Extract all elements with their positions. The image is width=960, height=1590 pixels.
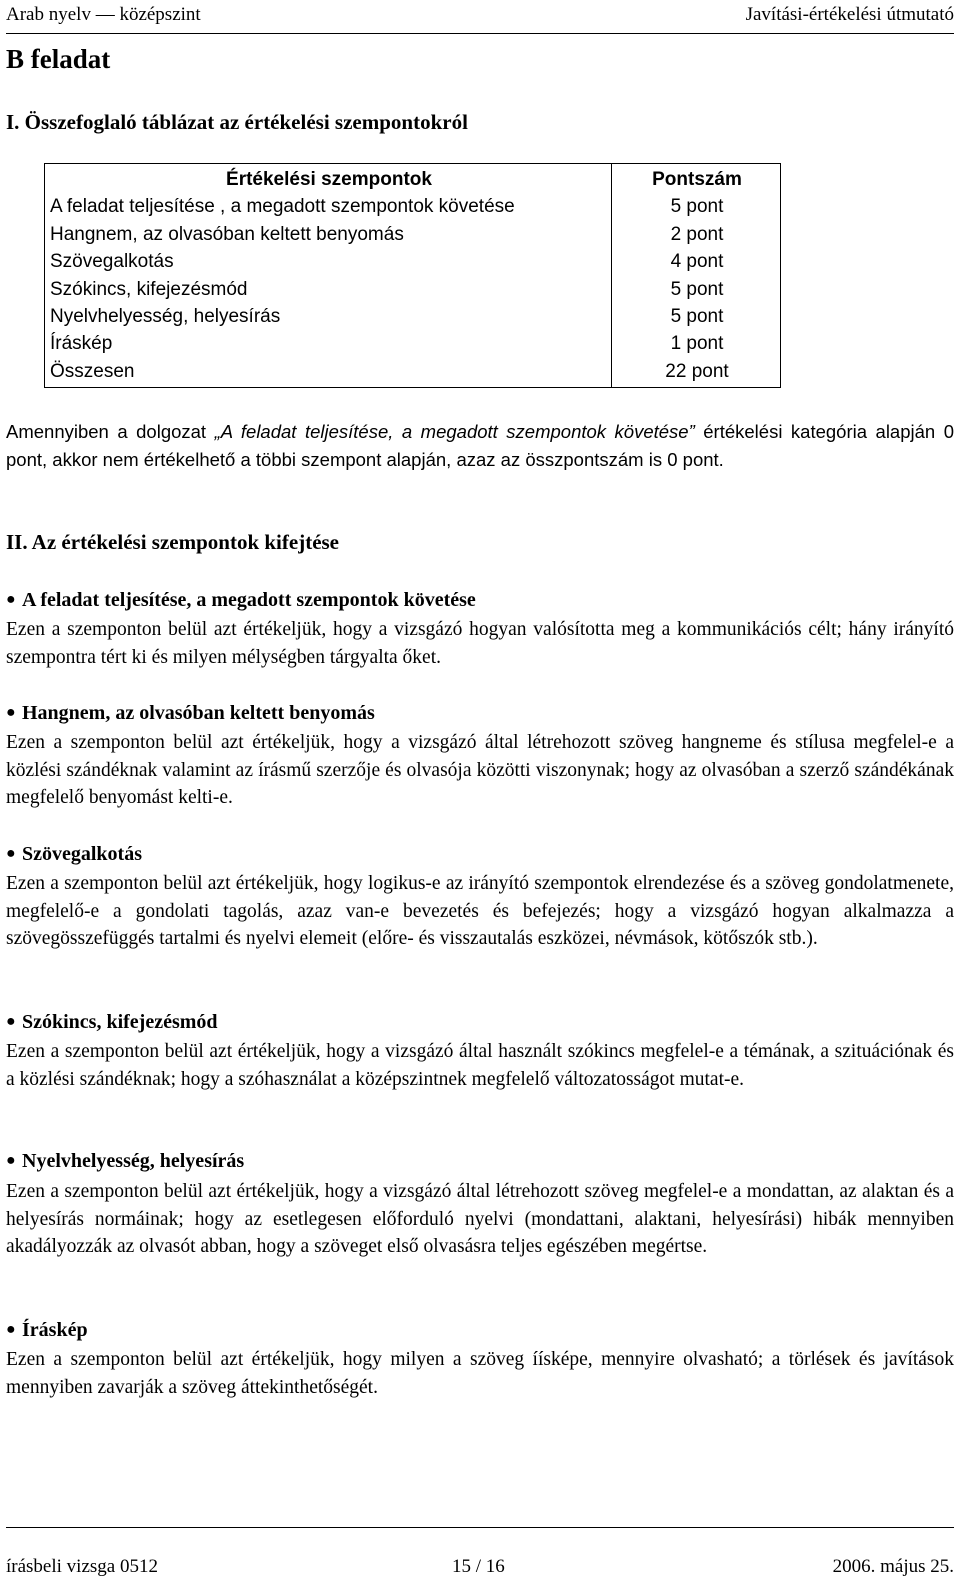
table-row-criterion: A feladat teljesítése , a megadott szempontok követése — [50, 196, 515, 218]
note-text-after: értékelési kategória alapján 0 pont, akkor nem értékelhető a többi szempont alapján, azaz az összpontszám is 0 pont. — [6, 421, 954, 470]
table-row-points: 22 pont — [665, 360, 729, 382]
criterion-description: Ezen a szemponton belül azt értékeljük, hogy a vizsgázó által létrehozott szöveg megfelel-e a mondattan, az alaktan és a helyesírás normáinak; hogy az esetlegesen előforduló nyelvi (mondattani, alaktani, helyesírási) hibák mennyiben akadályozzák az olvasót abban, hogy a szöveget első olvasásra teljes egészében megértse. — [6, 1181, 954, 1257]
criterion-heading: ● A feladat teljesítése, a megadott szempontok követése — [6, 589, 476, 611]
footer-exam-code: írásbeli vizsga 0512 — [6, 1556, 158, 1577]
criterion-description: Ezen a szemponton belül azt értékeljük, hogy a vizsgázó által létrehozott szöveg hangneme és stílusa megfelel-e a közlési szándéknak valamint az írásmű szerzője és olvasója közötti viszonynak; hogy az olvasóban a szerző szándékának megfelelő benyomást kelti-e. — [6, 732, 954, 808]
page-header — [6, 0, 954, 34]
footer-date: 2006. május 25. — [832, 1556, 954, 1577]
criterion-description: Ezen a szemponton belül azt értékeljük, hogy a vizsgázó hogyan valósította meg a kommunikációs célt; hány irányító szempontra tért ki és milyen mélységben tárgyalta őket. — [6, 619, 954, 668]
criterion-description: Ezen a szemponton belül azt értékeljük, hogy a vizsgázó által használt szókincs megfelel-e a témának, a szituációnak és a közlési szándéknak; hogy a szóhasználat a középszintnek megfelelő változatosságot mutat-e. — [6, 1041, 954, 1090]
criterion-description: Ezen a szemponton belül azt értékeljük, hogy milyen a szöveg íísképe, mennyire olvasható; a törlések és javítások mennyiben zavarják a szöveg áttekinthetőségét. — [6, 1349, 954, 1398]
table-row-points: 5 pont — [670, 306, 724, 328]
criterion-heading: ● Nyelvhelyesség, helyesírás — [6, 1150, 245, 1172]
section-1-title: I. Összefoglaló táblázat az értékelési szempontokról — [6, 110, 468, 134]
bullet-icon: ● — [6, 591, 16, 608]
bullet-icon: ● — [6, 1321, 16, 1338]
summary-table — [44, 163, 781, 388]
criteria-header: Értékelési szempontok — [226, 169, 432, 190]
criteria-column — [45, 164, 612, 388]
task-title: B feladat — [6, 44, 111, 74]
section-2-title: II. Az értékelési szempontok kifejtése — [6, 530, 340, 554]
bullet-icon: ● — [6, 845, 16, 862]
criterion-heading: ● Szókincs, kifejezésmód — [6, 1011, 218, 1033]
criterion-description: Ezen a szemponton belül azt értékeljük, hogy logikus-e az irányító szempontok elrendezése és a szöveg gondolatmenete, megfelelő-e a gondolati tagolás, azaz van-e bevezetés és befejezés; hogy a vizsgázó hogyan alkalmazza a szövegösszefüggés tartalmi és nyelvi elemeit (előre- és visszautalás eszközei, névmások, kötőszók stb.). — [6, 873, 954, 949]
table-row-points: 2 pont — [670, 223, 724, 245]
table-row-criterion: Szókincs, kifejezésmód — [50, 278, 248, 300]
table-row-criterion: Összesen — [50, 360, 135, 382]
table-row-criterion: Íráskép — [50, 333, 113, 355]
table-row-criterion: Nyelvhelyesség, helyesírás — [50, 306, 281, 328]
table-row-points: 4 pont — [670, 251, 724, 273]
table-row-points: 5 pont — [670, 278, 724, 300]
table-row-criterion: Hangnem, az olvasóban keltett benyomás — [50, 223, 404, 245]
page-footer — [6, 1527, 954, 1590]
note-criterion-italic: „A feladat teljesítése, a megadott szempontok követése” — [214, 421, 695, 442]
bullet-icon: ● — [6, 1013, 16, 1030]
footer-page-number: 15 / 16 — [452, 1556, 505, 1577]
note-text-before: Amennyiben a dolgozat — [6, 421, 215, 442]
table-row-criterion: Szövegalkotás — [50, 251, 174, 273]
points-header: Pontszám — [652, 169, 742, 190]
criterion-heading: ● Íráskép — [6, 1319, 88, 1341]
table-row-points: 1 pont — [670, 333, 724, 355]
table-row-points: 5 pont — [670, 196, 724, 218]
criterion-heading: ● Szövegalkotás — [6, 843, 142, 865]
zero-point-note — [6, 418, 954, 473]
header-doc-type: Javítási-értékelési útmutató — [745, 4, 954, 25]
bullet-icon: ● — [6, 1152, 16, 1169]
criterion-heading: ● Hangnem, az olvasóban keltett benyomás — [6, 702, 375, 724]
header-subject: Arab nyelv — középszint — [6, 4, 201, 25]
points-column — [612, 164, 781, 388]
bullet-icon: ● — [6, 704, 16, 721]
